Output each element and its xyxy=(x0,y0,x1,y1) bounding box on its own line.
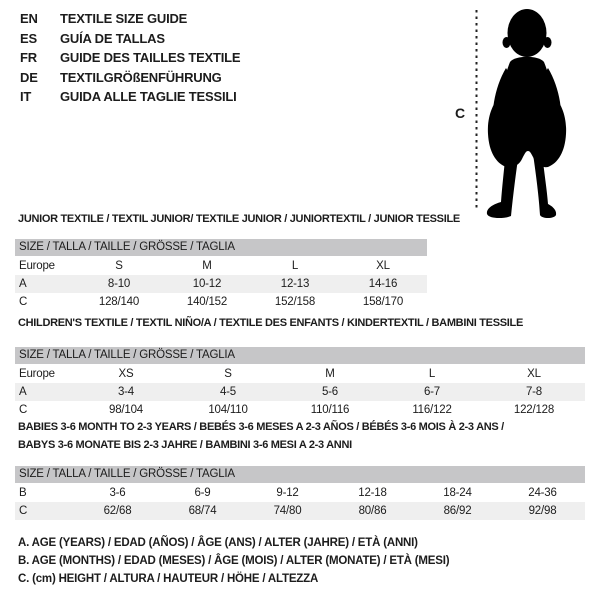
table-row xyxy=(15,275,427,293)
table-cell: 6-9 xyxy=(194,487,211,499)
junior-table-title: JUNIOR TEXTILE / TEXTIL JUNIOR/ TEXTILE JUNIOR / JUNIORTEXTIL / JUNIOR TESSILE xyxy=(18,213,460,225)
language-code: ES xyxy=(20,30,37,46)
table-cell: 18-24 xyxy=(443,487,472,499)
footnote-c: C. (cm) HEIGHT / ALTURA / HAUTEUR / HÖHE / ALTEZZA xyxy=(18,573,319,585)
table-cell: 10-12 xyxy=(192,278,222,290)
row-label: A xyxy=(19,386,27,398)
table-cell: 122/128 xyxy=(513,404,555,416)
table-cell: 24-36 xyxy=(528,487,557,499)
size-header-bar: SIZE / TALLA / TAILLE / GRÖSSE / TAGLIA xyxy=(15,239,427,256)
table-cell: 6-7 xyxy=(423,386,441,398)
row-label: A xyxy=(19,278,27,290)
language-row xyxy=(20,48,240,68)
table-cell: 92/98 xyxy=(528,505,557,517)
table-cell: 7-8 xyxy=(525,386,543,398)
table-cell: 110/116 xyxy=(310,404,350,416)
table-cell: M xyxy=(202,260,212,272)
table-cell: XS xyxy=(118,368,134,380)
table-cell: 68/74 xyxy=(188,505,217,517)
row-label: C xyxy=(19,404,28,416)
table-cell: 140/152 xyxy=(186,296,228,308)
row-label: C xyxy=(19,296,28,308)
language-list xyxy=(20,9,240,107)
junior-size-table xyxy=(15,239,427,311)
size-header-bar: SIZE / TALLA / TAILLE / GRÖSSE / TAGLIA xyxy=(15,347,585,364)
table-cell: 104/110 xyxy=(208,404,248,416)
table-cell: 128/140 xyxy=(98,296,140,308)
measure-label-c: C xyxy=(455,105,466,121)
size-header-bar: SIZE / TALLA / TAILLE / GRÖSSE / TAGLIA xyxy=(15,466,585,483)
table-row xyxy=(15,401,585,419)
table-cell: 98/104 xyxy=(109,404,143,416)
table-cell: 116/122 xyxy=(412,404,452,416)
table-cell: 86/92 xyxy=(443,505,472,517)
baby-silhouette-icon xyxy=(470,0,600,230)
language-label: TEXTILGRÖßENFÜHRUNG xyxy=(60,69,222,85)
table-row xyxy=(15,502,585,520)
footnote-a: A. AGE (YEARS) / EDAD (AÑOS) / ÂGE (ANS) / ALTER (JAHRE) / ETÀ (ANNI) xyxy=(18,537,418,549)
table-cell: 12-13 xyxy=(280,278,310,290)
table-cell: 4-5 xyxy=(219,386,237,398)
table-cell: XL xyxy=(527,368,541,380)
table-cell: L xyxy=(428,368,436,380)
table-cell: 62/68 xyxy=(103,505,132,517)
row-label: B xyxy=(19,487,27,499)
table-cell: XL xyxy=(376,260,390,272)
table-cell: 158/170 xyxy=(362,296,404,308)
language-label: GUÍA DE TALLAS xyxy=(60,30,165,46)
table-cell: 8-10 xyxy=(107,278,131,290)
table-row xyxy=(15,293,427,311)
babies-table-title-line2: BABYS 3-6 MONATE BIS 2-3 JAHRE / BAMBINI 3-6 MESI A 2-3 ANNI xyxy=(18,439,352,451)
children-table-title: CHILDREN'S TEXTILE / TEXTIL NIÑO/A / TEXTILE DES ENFANTS / KINDERTEXTIL / BAMBINI TESSILE xyxy=(18,317,523,329)
row-label: C xyxy=(19,505,28,517)
table-cell: 14-16 xyxy=(368,278,398,290)
table-cell: S xyxy=(115,260,123,272)
table-cell: 152/158 xyxy=(274,296,316,308)
table-cell: 3-6 xyxy=(109,487,126,499)
table-cell: 12-18 xyxy=(358,487,387,499)
row-label: Europe xyxy=(19,368,55,380)
language-row xyxy=(20,29,240,49)
language-code: FR xyxy=(20,50,37,66)
table-row xyxy=(15,484,585,502)
table-cell: 80/86 xyxy=(358,505,387,517)
language-label: GUIDA ALLE TAGLIE TESSILI xyxy=(60,89,237,105)
table-cell: 9-12 xyxy=(276,487,299,499)
table-cell: 74/80 xyxy=(273,505,302,517)
babies-table-title-line1: BABIES 3-6 MONTH TO 2-3 YEARS / BEBÉS 3-6 MESES A 2-3 AÑOS / BÉBÉS 3-6 MOIS À 2-3 ANS / xyxy=(18,421,504,433)
table-row xyxy=(15,257,427,275)
table-cell: 3-4 xyxy=(117,386,135,398)
table-row xyxy=(15,383,585,401)
table-cell: 5-6 xyxy=(321,386,339,398)
language-row xyxy=(20,87,240,107)
language-row xyxy=(20,9,240,29)
row-label: Europe xyxy=(19,260,55,272)
children-size-table xyxy=(15,347,585,419)
table-cell: L xyxy=(291,260,299,272)
language-code: IT xyxy=(20,89,32,105)
babies-size-table xyxy=(15,466,585,520)
table-row xyxy=(15,365,585,383)
language-label: GUIDE DES TAILLES TEXTILE xyxy=(60,50,241,66)
table-cell: S xyxy=(224,368,232,380)
language-code: EN xyxy=(20,11,38,27)
footnote-b: B. AGE (MONTHS) / EDAD (MESES) / ÂGE (MOIS) / ALTER (MONATE) / ETÀ (MESI) xyxy=(18,555,450,567)
language-row xyxy=(20,68,240,88)
table-cell: M xyxy=(325,368,335,380)
language-label: TEXTILE SIZE GUIDE xyxy=(60,11,188,27)
language-code: DE xyxy=(20,69,38,85)
